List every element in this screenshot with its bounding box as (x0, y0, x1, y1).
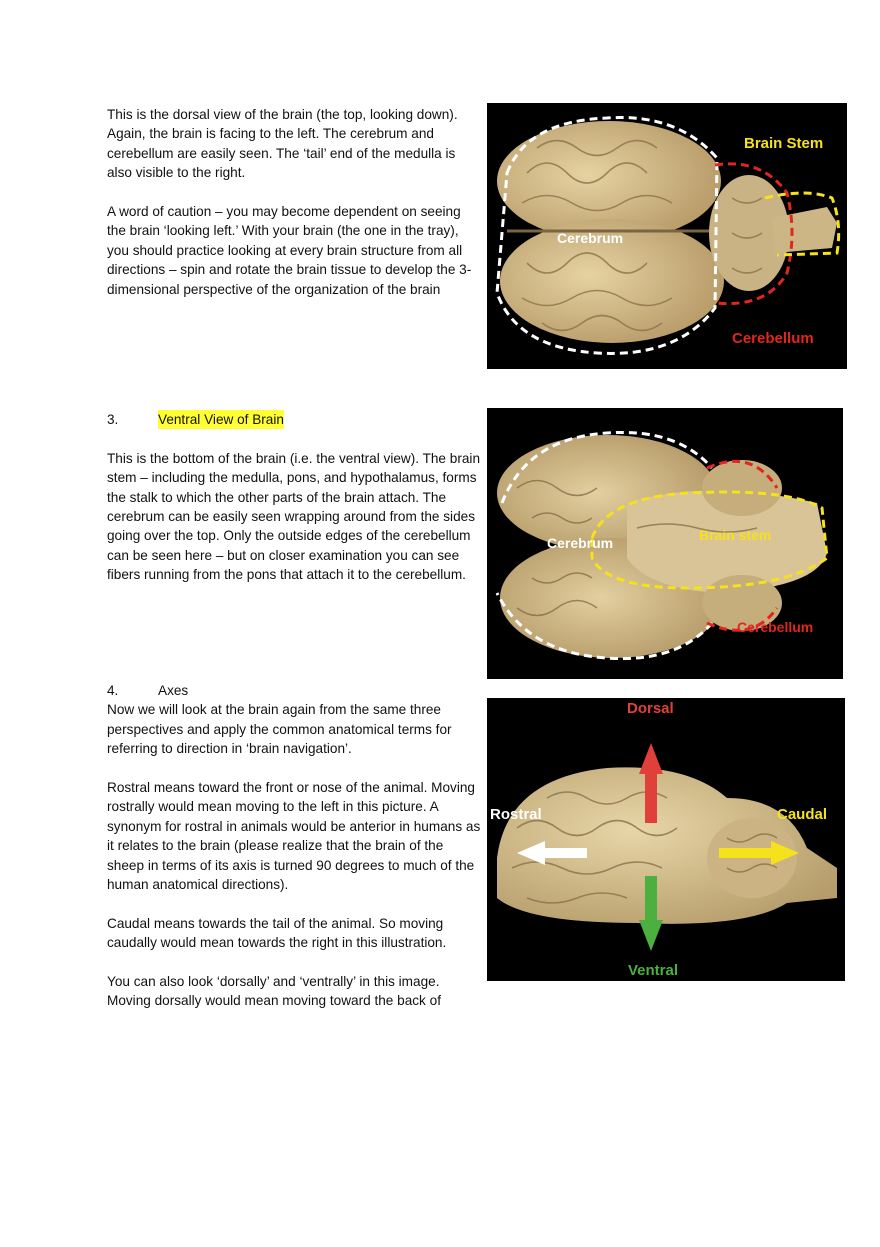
axes-text (107, 681, 482, 1011)
ventral-view-text (107, 410, 482, 585)
lateral-brain-image (487, 698, 845, 981)
label-cerebellum: Cerebellum (737, 619, 814, 635)
axes-paragraph-4: You can also look ‘dorsally’ and ‘ventrally’ in this image. Moving dorsally would mean moving toward the back of (107, 974, 441, 1009)
label-dorsal: Dorsal (627, 700, 674, 717)
axes-paragraph-3: Caudal means towards the tail of the animal. So moving caudally would mean towards the right in this illustration. (107, 915, 447, 951)
label-cerebrum: Cerebrum (547, 535, 614, 551)
ventral-paragraph: This is the bottom of the brain (i.e. the ventral view). The brain stem – including the medulla, pons, and hypothalamus, forms the stalk to which the other parts of the brain attach. The cerebrum can be easily seen wrapping around from the sides going over the top. Only the outside edges of the cerebellum can be seen here – but on closer examination you can see fibers running from the pons that attach it to the cerebellum. (107, 450, 480, 583)
ventral-view-figure (487, 408, 843, 679)
cerebellum-top (702, 460, 782, 516)
axes-paragraph-1: Now we will look at the brain again from the same three perspectives and apply the common anatomical terms for referring to direction in ‘brain navigation’. (107, 702, 452, 757)
label-ventral: Ventral (628, 962, 679, 979)
label-brain-stem: Brain stem (699, 527, 772, 543)
axes-figure (487, 698, 845, 981)
label-brain-stem: Brain Stem (744, 135, 824, 152)
section-heading: Ventral View of Brain (158, 410, 284, 429)
section-heading: Axes (158, 683, 189, 698)
dorsal-view-figure (487, 103, 847, 369)
label-cerebrum: Cerebrum (557, 230, 624, 246)
label-caudal: Caudal (777, 806, 828, 823)
dorsal-brain-image (487, 103, 847, 369)
axes-paragraph-2: Rostral means toward the front or nose of the animal. Moving rostrally would mean moving to the left in this picture. A synonym for rostral in animals would be anterior in humans as it relates to the brain (please realize that the brain of the sheep in terms of its axis is turned 90 degrees to much of the human anatomical directions). (107, 780, 481, 893)
dorsal-paragraph-2: A word of caution – you may become dependent on seeing the brain ‘looking left.’ With your brain (the one in the tray), you should practice looking at every brain structure from all directions – spin and rotate the brain tissue to develop the 3-dimensional perspective of the organization of the brain (107, 204, 472, 297)
axes-heading (107, 681, 482, 700)
dorsal-paragraph-1: This is the dorsal view of the brain (the top, looking down). Again, the brain is facing to the left. The cerebrum and cerebellum are easily seen. The ‘tail’ end of the medulla is also visible to the right. (107, 107, 458, 181)
label-rostral: Rostral (490, 806, 542, 823)
dorsal-view-text (107, 105, 482, 299)
section-number: 4. (107, 683, 119, 698)
section-number: 3. (107, 412, 119, 427)
label-cerebellum: Cerebellum (732, 330, 814, 347)
ventral-heading (107, 410, 482, 429)
ventral-brain-image (487, 408, 843, 679)
